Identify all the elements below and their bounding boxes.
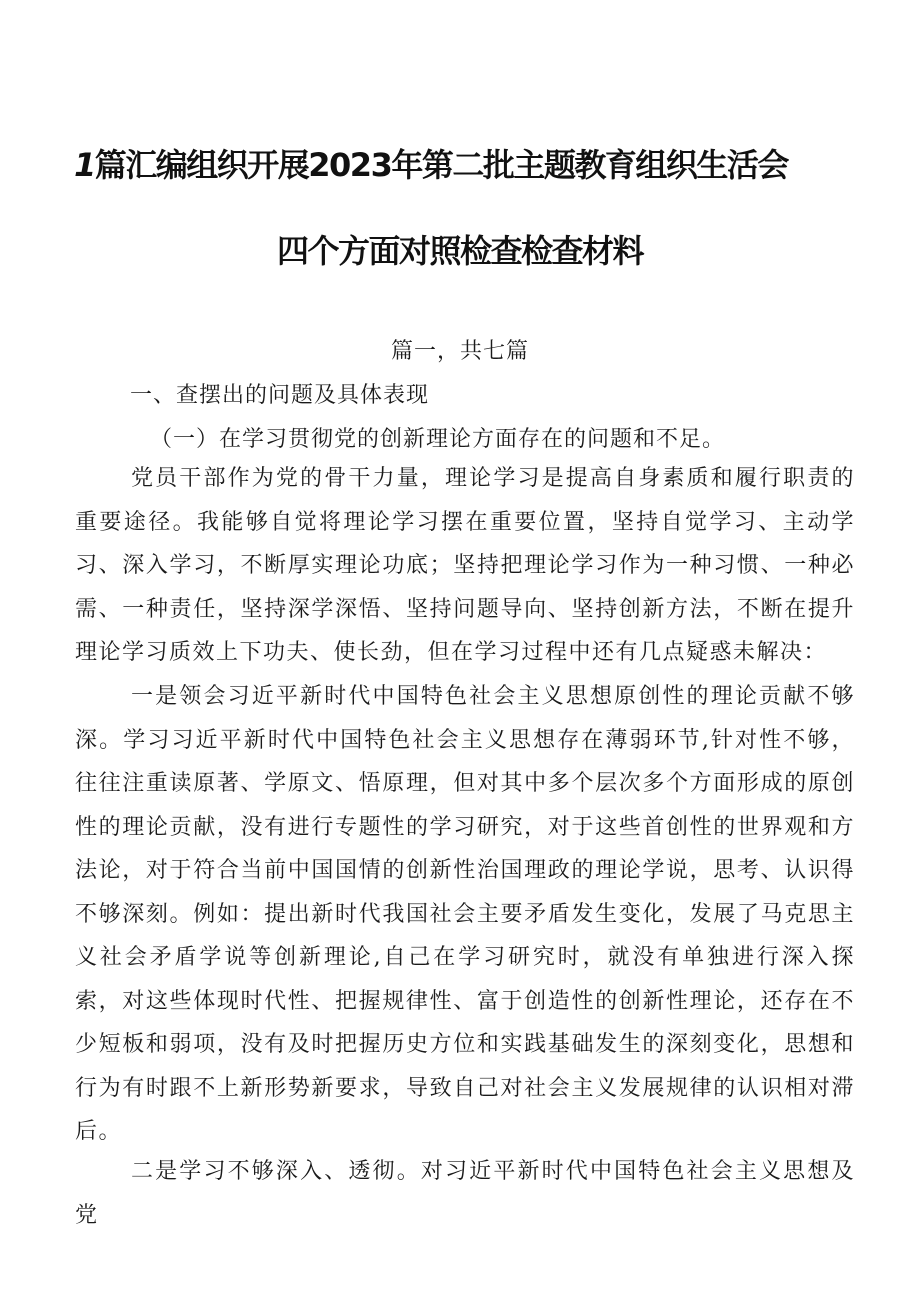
- paragraph-intro: 党员干部作为党的骨干力量，理论学习是提高自身素质和履行职责的重要途径。我能够自觉将理论学习摆在重要位置，坚持自觉学习、主动学习、深入学习，不断厚实理论功底；坚持把理论学习作为一种习惯、一种必需、一种责任，坚持深学深悟、坚持问题导向、坚持创新方法，不断在提升理论学习质效上下功夫、使长劲，但在学习过程中还有几点疑惑未解决：: [75, 466, 855, 665]
- title-line1-text: 篇汇编组织开展2023年第二批主题教育组织生活会: [94, 146, 788, 184]
- document-title-line1: [74, 140, 854, 186]
- subsection-heading: （一）在学习贯彻党的创新理论方面存在的问题和不足。: [150, 427, 726, 452]
- sub-heading: 篇一，共七篇: [390, 339, 529, 364]
- title-number: 1: [74, 146, 95, 184]
- paragraph-point-two: 二是学习不够深入、透彻。对习近平新时代中国特色社会主义思想及党: [75, 1159, 855, 1228]
- paragraph-point-one: 一是领会习近平新时代中国特色社会主义思想原创性的理论贡献不够深。学习习近平新时代中国特色社会主义思想存在薄弱环节,针对性不够，往往注重读原著、学原文、悟原理，但对其中多个层次多个方面形成的原创性的理论贡献，没有进行专题性的学习研究，对于这些首创性的世界观和方法论，对于符合当前中国国情的创新性治国理政的理论学说，思考、认识得不够深刻。例如：提出新时代我国社会主要矛盾发生变化，发展了马克思主义社会矛盾学说等创新理论,自己在学习研究时，就没有单独进行深入探索，对这些体现时代性、把握规律性、富于创造性的创新性理论，还存在不少短板和弱项，没有及时把握历史方位和实践基础发生的深刻变化，思想和行为有时跟不上新形势新要求，导致自己对社会主义发展规律的认识相对滞后。: [75, 684, 855, 1144]
- document-title-line2: 四个方面对照检查检查材料: [276, 232, 643, 270]
- section-heading: 一、查摆出的问题及具体表现: [130, 383, 430, 408]
